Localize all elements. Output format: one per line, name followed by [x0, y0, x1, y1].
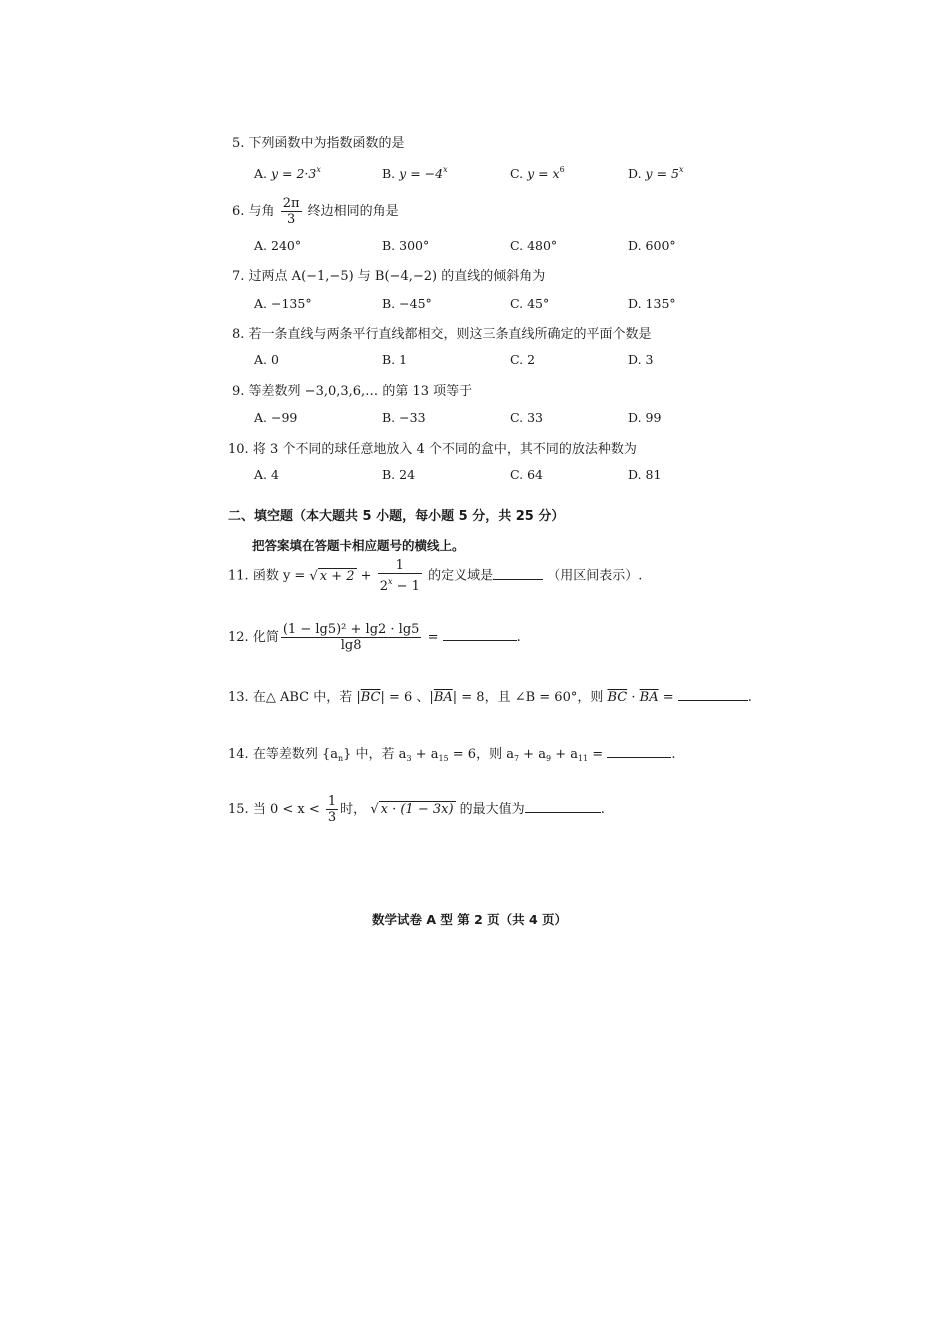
- option-d: D. 81: [628, 467, 662, 482]
- question-number: 10.: [228, 442, 249, 457]
- question-text: 等差数列 −3,0,3,6,… 的第 13 项等于: [248, 384, 473, 399]
- question-13: 13. 在△ ABC 中，若 $|\overline{BC}| = 6$ 、$|\overline{BA}| = 8$，且 ∠B = 60°，则 $\overline{BC} \cdot \overline{BA}$ = .: [228, 690, 752, 705]
- question-number: 15.: [228, 802, 249, 817]
- option-a: A. 0: [254, 352, 279, 367]
- option-c: C. 480°: [510, 238, 558, 253]
- question-text: 下列函数中为指数函数的是: [248, 136, 405, 151]
- option-a: A. −99: [254, 410, 298, 425]
- question-10: [228, 438, 637, 457]
- fraction: $\frac{\text{(1 − lg5)² + lg2 · lg5}}{\lg 8}$: [282, 622, 420, 653]
- question-text: 将 3 个不同的球任意地放入 4 个不同的盒中，其不同的放法种数为: [252, 442, 637, 457]
- option-b: B. 1: [382, 352, 408, 367]
- answer-blank: [525, 800, 601, 813]
- question-number: 7.: [232, 269, 245, 284]
- option-b: B. 24: [382, 467, 416, 482]
- option-a: A. −135°: [254, 296, 312, 311]
- option-b: B. −33: [382, 410, 426, 425]
- option-a: A. 240°: [254, 238, 302, 253]
- question-number: 8.: [232, 327, 245, 342]
- question-8: [232, 323, 652, 342]
- option-c: C. 45°: [510, 296, 550, 311]
- question-12: 12. 化简 $\frac{\text{(1 − lg5)² + lg2 · lg5}}{\lg 8}$ = .: [228, 622, 521, 653]
- sqrt-expression: √ x + 2: [309, 568, 355, 584]
- answer-blank: [443, 628, 517, 641]
- answer-blank: [678, 688, 748, 701]
- option-a: A. $y = 2\cdot 3^x$: [254, 165, 321, 181]
- section-title: 二、填空题（本大题共 5 小题，每小题 5 分，共 25 分）: [228, 509, 565, 524]
- question-text-post: 的定义域是: [428, 568, 494, 584]
- sqrt-expression: √ x · (1 − 3x): [370, 802, 454, 817]
- question-number: 13.: [228, 690, 249, 705]
- question-5: [232, 132, 405, 151]
- question-number: 14.: [228, 747, 249, 762]
- option-c: C. 2: [510, 352, 536, 367]
- question-7: [232, 265, 545, 284]
- question-text-post: 终边相同的角是: [307, 204, 399, 219]
- fraction: $\frac{1}{2^x - 1}$: [379, 558, 420, 594]
- question-15: 15. 当 0 < x < $\frac{1}{3}$ 时， √ x · (1 − 3x) 的最大值为 .: [228, 794, 605, 825]
- question-9: [232, 380, 472, 399]
- answer-blank: [493, 567, 543, 580]
- question-text: 若一条直线与两条平行直线都相交，则这三条直线所确定的平面个数是: [248, 327, 652, 342]
- question-text: 过两点 A(−1,−5) 与 B(−4,−2) 的直线的倾斜角为: [248, 269, 546, 284]
- section-instruction: 把答案填在答题卡相应题号的横线上。: [252, 538, 465, 553]
- question-number: 12.: [228, 630, 249, 645]
- page-footer: 数学试卷 A 型 第 2 页（共 4 页）: [372, 912, 568, 927]
- question-text-pre: 与角: [248, 204, 275, 219]
- question-text-pre: 函数 y =: [252, 568, 310, 584]
- option-c: C. 33: [510, 410, 543, 425]
- question-number: 5.: [232, 136, 245, 151]
- option-d: D. 135°: [628, 296, 676, 311]
- option-d: D. $y = 5^x$: [628, 165, 684, 181]
- question-14: 14. 在等差数列 $\{a_n\}$ 中，若 $a_3 + a_{15} = 6$，则 $a_7 + a_9 + a_{11}$ = .: [228, 747, 676, 763]
- question-number: 11.: [228, 568, 249, 584]
- question-text-tail: （用区间表示）.: [547, 568, 643, 584]
- option-d: D. 3: [628, 352, 654, 367]
- question-number: 9.: [232, 384, 245, 399]
- angle-fraction: $\frac{2\pi}{3}$: [282, 196, 300, 227]
- question-11: 11. 函数 y = √ x + 2 + $\frac{1}{2^x - 1}$ 的定义域是 （用区间表示）.: [228, 558, 643, 594]
- option-a: A. 4: [254, 467, 279, 482]
- option-b: B. 300°: [382, 238, 430, 253]
- option-b: B. $y = -4^x$: [382, 165, 448, 181]
- option-c: C. 64: [510, 467, 543, 482]
- option-b: B. −45°: [382, 296, 432, 311]
- question-text-pre: 化简: [252, 630, 279, 645]
- question-6: [232, 196, 399, 227]
- option-d: D. 600°: [628, 238, 676, 253]
- question-number: 6.: [232, 204, 245, 219]
- fraction: $\frac{1}{3}$: [327, 794, 337, 825]
- option-c: C. $y = x^6$: [510, 165, 565, 181]
- answer-blank: [607, 745, 671, 758]
- option-d: D. 99: [628, 410, 662, 425]
